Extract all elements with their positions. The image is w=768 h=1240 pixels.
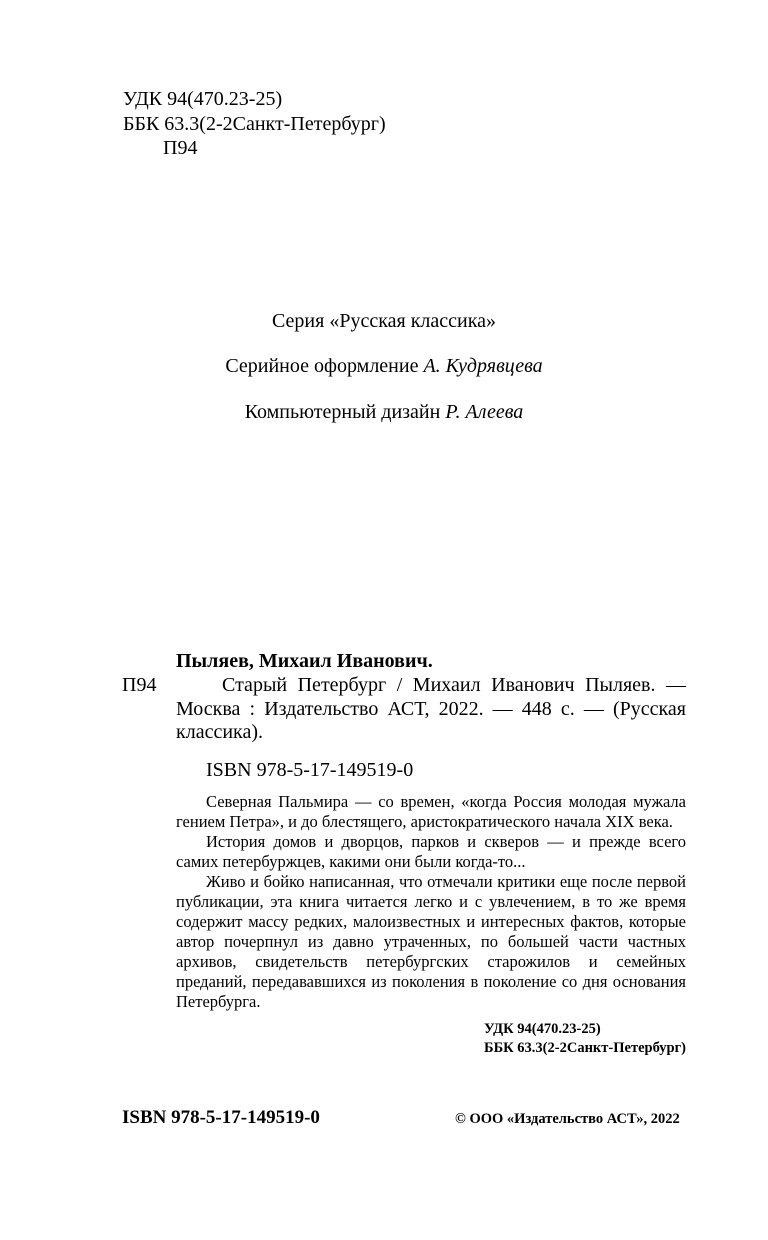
annotation-udk: УДК 94(470.23-25) xyxy=(484,1021,601,1037)
annotation-bbk: ББК 63.3(2-2Санкт-Петербург) xyxy=(484,1040,686,1056)
cover-design-label: Серийное оформление xyxy=(225,355,419,377)
author-sign: П94 xyxy=(163,137,198,159)
udk-code: УДК 94(470.23-25) xyxy=(123,88,283,110)
card-author-sign: П94 xyxy=(122,674,157,696)
card-author: Пыляев, Михаил Иванович. xyxy=(176,650,433,672)
copyright-notice: © ООО «Издательство АСТ», 2022 xyxy=(455,1111,680,1127)
annotation-paragraph: Северная Пальмира — со времен, «когда Россия молодая мужала гением Петра», и до блестящего, аристократического начала XIX века. xyxy=(176,792,686,831)
footer-isbn: ISBN 978-5-17-149519-0 xyxy=(122,1107,320,1128)
cover-design-name: А. Кудрявцева xyxy=(423,355,543,377)
series-credit: Серия «Русская классика» xyxy=(271,310,497,332)
cover-design-credit xyxy=(0,354,768,378)
card-description: Старый Петербург / Михаил Иванович Пыляев. — Москва : Издательство АСТ, 2022. — 448 с. — (Русская классика). xyxy=(176,674,686,743)
computer-design-credit xyxy=(0,400,768,424)
annotation-paragraph: История домов и дворцов, парков и скверов — и прежде всего самих петербуржцев, какими они были когда-то... xyxy=(176,832,686,871)
computer-design-label: Компьютерный дизайн xyxy=(244,401,441,423)
card-isbn: ISBN 978-5-17-149519-0 xyxy=(206,759,414,781)
annotation xyxy=(176,792,686,1012)
annotation-paragraph: Живо и бойко написанная, что отмечали критики еще после первой публикации, эта книга читается легко и с увлечением, в то же время содержит массу редких, малоизвестных и интересных фактов, которые автор почерпнул из давно утраченных, по большей части частных архивов, свидетельств петербургских старожилов и семейных преданий, передававшихся из поколения в поколение со дня основания Петербурга. xyxy=(176,872,686,1011)
bbk-code: ББК 63.3(2-2Санкт-Петербург) xyxy=(123,113,386,135)
computer-design-name: Р. Алеева xyxy=(445,401,524,423)
